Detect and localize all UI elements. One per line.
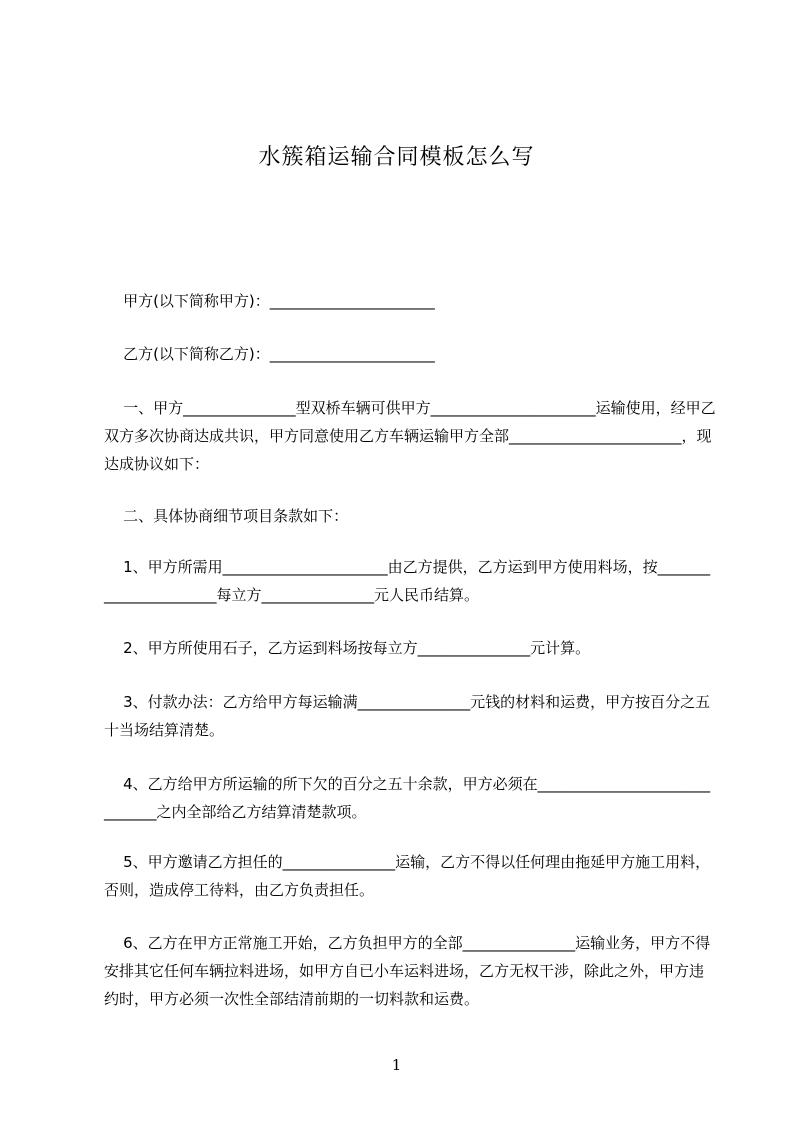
document-title: 水簇箱运输合同模板怎么写: [258, 145, 535, 170]
clause-2-heading: 二、具体协商细节项目条款如下：: [104, 507, 349, 525]
item-6-paragraph: 6、乙方在甲方正常施工开始，乙方负担甲方的全部_______________运输业务，甲方不得安排其它任何车辆拉料进场，如甲方自已小车运料进场，乙方无权干涉，除此之外，甲方违约时，甲方必须一次性全部结清前期的一切料款和运费。: [104, 934, 711, 1008]
party-a-line: 甲方(以下简称甲方)：______________________: [104, 292, 435, 310]
party-b-line: 乙方(以下简称乙方)：______________________: [104, 345, 435, 363]
item-3-paragraph: 3、付款办法：乙方给甲方每运输满_______________元钱的材料和运费，甲方按百分之五十当场结算清楚。: [104, 693, 711, 739]
item-1-paragraph: 1、甲方所需用______________________由乙方提供，乙方运到甲方使用料场，按______________________每立方_______________元人民币结算。: [104, 558, 711, 604]
page-number: 1: [391, 1056, 402, 1074]
clause-1-paragraph: 一、甲方_______________型双桥车辆可供甲方______________________运输使用，经甲乙双方多次协商达成共识，甲方同意使用乙方车辆运输甲方全部_______________________，现达成协议如下：: [104, 399, 716, 473]
item-2-paragraph: 2、甲方所使用石子，乙方运到料场按每立方_______________元计算。: [104, 639, 591, 657]
item-4-paragraph: 4、乙方给甲方所运输的所下欠的百分之五十余款，甲方必须在______________________________之内全部给乙方结算清楚款项。: [104, 775, 711, 821]
item-5-paragraph: 5、甲方邀请乙方担任的_______________运输，乙方不得以任何理由拖延甲方施工用料，否则，造成停工待料，由乙方负责担任。: [104, 853, 711, 899]
